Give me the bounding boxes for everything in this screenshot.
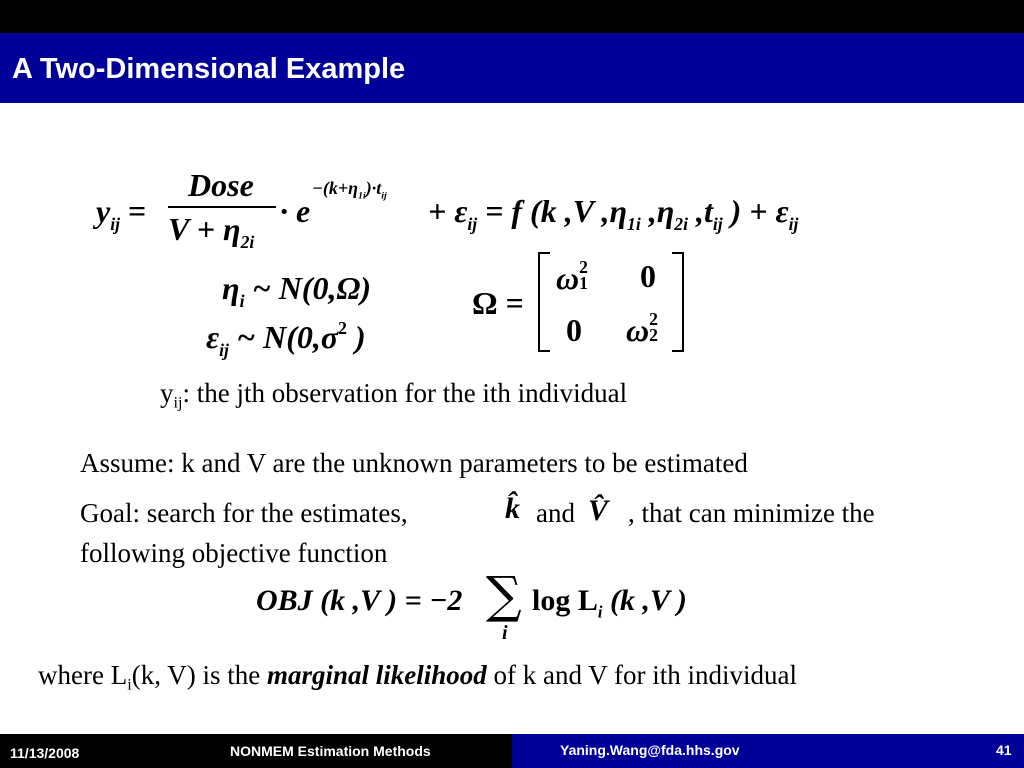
matrix-cell-21: 0 (566, 312, 582, 348)
assume-text: Assume: k and V are the unknown parameters to be estimated (80, 448, 748, 478)
eta-distribution: $\eta_i$ ~ N(0,Ω) (222, 270, 371, 311)
fraction-line (168, 206, 276, 208)
page-number: 41 (996, 742, 1012, 758)
yij-definition: $y_{ij}$: the jth observation for the ith individual (160, 378, 628, 412)
fraction-denominator: $V + \eta_{2i}$ (168, 211, 255, 252)
eq1-rhs: + $\varepsilon_{ij} = f$ (k ,V $,\eta_{1i}$ $,\eta_{2i}$ $,t_{ij}$ ) + $\varepsilon_{ij}$ (428, 193, 799, 234)
footer-email: Yaning.Wang@fda.hhs.gov (560, 742, 740, 758)
matrix-right-bracket (672, 252, 684, 352)
top-band (0, 0, 1024, 33)
epsilon-distribution: $\varepsilon_{ij}$ ~ $N(0,\sigma^2$ ) (206, 318, 366, 360)
fraction-numerator: Dose (188, 167, 254, 203)
footer-date: 11/13/2008 (10, 745, 80, 761)
exponent: $-(k+\eta_{1i})\cdot t_{ij}$ (312, 178, 387, 202)
exp-base: · e (280, 193, 311, 229)
eq1-lhs: $y_{ij}$ = (96, 193, 147, 234)
marginal-likelihood-note: where $L_i(k$, V) is the marginal likelihood of k and V for ith individual (38, 660, 797, 694)
omega-lhs: Ω = (472, 285, 524, 321)
footer-title: NONMEM Estimation Methods (230, 743, 431, 759)
goal-and: and (536, 498, 575, 528)
objective-lhs: OBJ (k ,V ) = −2 (256, 584, 463, 617)
objective-rhs: $\log L_i$ (k ,V ) (532, 584, 687, 622)
matrix-left-bracket (538, 252, 550, 352)
k-hat: k̂ (505, 492, 520, 525)
matrix-cell-11: ω2 1 (556, 257, 588, 296)
summation-symbol: ∑ (486, 566, 522, 624)
goal-text: Goal: search for the estimates, (80, 498, 408, 528)
matrix-cell-22: ω2 2 (626, 309, 658, 348)
matrix-cell-12: 0 (640, 258, 656, 294)
goal-text-line2: following objective function (80, 538, 388, 568)
slide-title: A Two-Dimensional Example (12, 53, 406, 85)
v-hat: V̂ (588, 494, 609, 527)
summation-index: i (502, 622, 508, 644)
goal-text-end: , that can minimize the (628, 498, 875, 528)
